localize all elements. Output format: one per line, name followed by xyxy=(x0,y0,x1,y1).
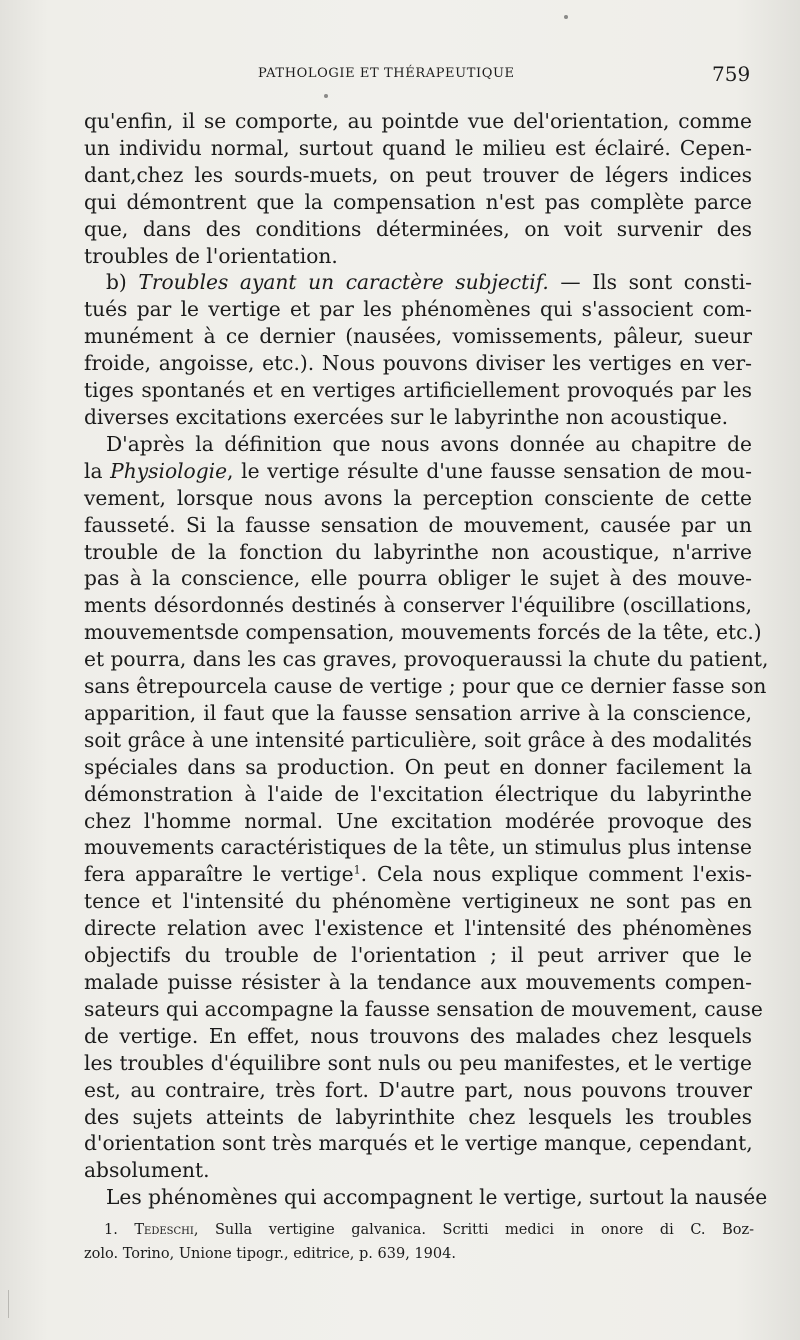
running-title: PATHOLOGIE ET THÉRAPEUTIQUE xyxy=(258,66,515,81)
footnote xyxy=(84,1218,754,1266)
paragraph-phenomena xyxy=(84,1184,768,1211)
text-line: de vertige. En effet, nous trouvons des malades chez lesquels xyxy=(84,1023,752,1048)
footnote-reference: 1 xyxy=(353,863,361,877)
text-line: un individu normal, surtout quand le milieu est éclairé. Cepen- xyxy=(84,135,752,160)
text-line: des sujets atteints de labyrinthite chez lesquels les troubles xyxy=(84,1104,752,1129)
footnote-text: , Sulla vertigine galvanica. Scritti medici in onore di C. Boz- xyxy=(193,1222,754,1238)
text-line: vement, lorsque nous avons la perception consciente de cette xyxy=(84,485,752,510)
text-line: D'après la définition que nous avons donnée au chapitre de xyxy=(106,431,752,456)
text-line xyxy=(84,269,752,296)
text-line: et pourra, dans les cas graves, provoqueraussi la chute du patient, xyxy=(84,647,769,672)
text-line: est, au contraire, très fort. D'autre part, nous pouvons trouver xyxy=(84,1077,752,1102)
text-line: spéciales dans sa production. On peut en donner facilement la xyxy=(84,754,752,779)
text-line: d'orientation sont très marqués et le vertige manque, cependant, xyxy=(84,1131,753,1156)
text-line: chez l'homme normal. Une excitation modérée provoque des xyxy=(84,808,752,833)
text-run: la xyxy=(84,458,111,483)
text-line: troubles de l'orientation. xyxy=(84,243,338,268)
text-line xyxy=(84,458,752,485)
text-line: fausseté. Si la fausse sensation de mouvement, causée par un xyxy=(84,512,752,537)
text-line: absolument. xyxy=(84,1158,210,1183)
text-line: trouble de la fonction du labyrinthe non acoustique, n'arrive xyxy=(84,539,752,564)
text-line: malade puisse résister à la tendance aux mouvements compen- xyxy=(84,970,752,994)
footnote-line: zolo. Torino, Unione tipogr., editrice, p. 639, 1904. xyxy=(84,1246,456,1262)
text-line: diverses excitations exercées sur le labyrinthe non acoustique. xyxy=(84,404,729,429)
footnote-number: 1. xyxy=(104,1222,135,1238)
paragraph-definition xyxy=(84,431,769,1184)
section-label: b) xyxy=(106,270,139,295)
section-heading: Troubles ayant un caractère subjectif. xyxy=(138,270,549,295)
text-line: sans êtrepourcela cause de vertige ; pour que ce dernier fasse son xyxy=(84,674,767,699)
paragraph-subjective-troubles xyxy=(84,269,752,430)
scan-speck xyxy=(564,15,568,19)
text-line: qui démontrent que la compensation n'est pas complète parce xyxy=(84,189,752,214)
text-line: ments désordonnés destinés à conserver l'équilibre (oscillations, xyxy=(84,593,752,618)
text-line xyxy=(84,861,752,888)
text-line: tués par le vertige et par les phénomènes qui s'associent com- xyxy=(84,297,752,322)
text-line: qu'enfin, il se comporte, au pointde vue del'orientation, comme xyxy=(84,109,752,133)
text-line: pas à la conscience, elle pourra obliger le sujet à des mouve- xyxy=(84,566,752,591)
text-line: dant,chez les sourds-muets, on peut trouver de légers indices xyxy=(84,162,752,187)
text-run: fera apparaître le vertige xyxy=(84,862,354,887)
text-line: apparition, il faut que la fausse sensation arrive à la conscience, xyxy=(84,700,752,725)
text-line: tence et l'intensité du phénomène vertigineux ne sont pas en xyxy=(84,889,752,914)
text-line: les troubles d'équilibre sont nuls ou peu manifestes, et le vertige xyxy=(84,1050,752,1075)
text-line: soit grâce à une intensité particulière, soit grâce à des modalités xyxy=(84,727,752,752)
text-line: objectifs du trouble de l'orientation ; il peut arriver que le xyxy=(84,943,752,968)
text-line: tiges spontanés et en vertiges artificiellement provoqués par les xyxy=(84,378,752,403)
text-line: que, dans des conditions déterminées, on voit survenir des xyxy=(84,216,752,241)
body-text xyxy=(84,108,769,1211)
text-line: Les phénomènes qui accompagnent le vertige, surtout la nausée xyxy=(106,1185,768,1210)
text-line: froide, angoisse, etc.). Nous pouvons diviser les vertiges en ver- xyxy=(84,351,752,376)
text-run: . Cela nous explique comment l'exis- xyxy=(360,862,753,887)
paragraph-orientation xyxy=(84,108,752,269)
footnote-line xyxy=(104,1218,754,1242)
text-line: démonstration à l'aide de l'excitation électrique du labyrinthe xyxy=(84,781,752,806)
text-line: munément à ce dernier (nausées, vomissements, pâleur, sueur xyxy=(84,324,752,349)
scan-speck xyxy=(324,94,328,98)
text-line: mouvements caractéristiques de la tête, un stimulus plus intense xyxy=(84,835,752,860)
text-line: mouvementsde compensation, mouvements forcés de la tête, etc.) xyxy=(84,620,762,645)
scan-edge-mark xyxy=(8,1290,9,1318)
chapter-reference: Physiologie xyxy=(110,458,228,483)
running-head xyxy=(0,62,800,86)
text-line: sateurs qui accompagne la fausse sensation de mouvement, cause xyxy=(84,996,763,1021)
page-number: 759 xyxy=(712,62,751,86)
footnote-author: Tedeschi xyxy=(134,1222,194,1238)
text-line: directe relation avec l'existence et l'intensité des phénomènes xyxy=(84,916,752,941)
text-run: , le vertige résulte d'une fausse sensation de mou- xyxy=(227,458,752,483)
text-run: — Ils sont consti- xyxy=(548,270,752,295)
